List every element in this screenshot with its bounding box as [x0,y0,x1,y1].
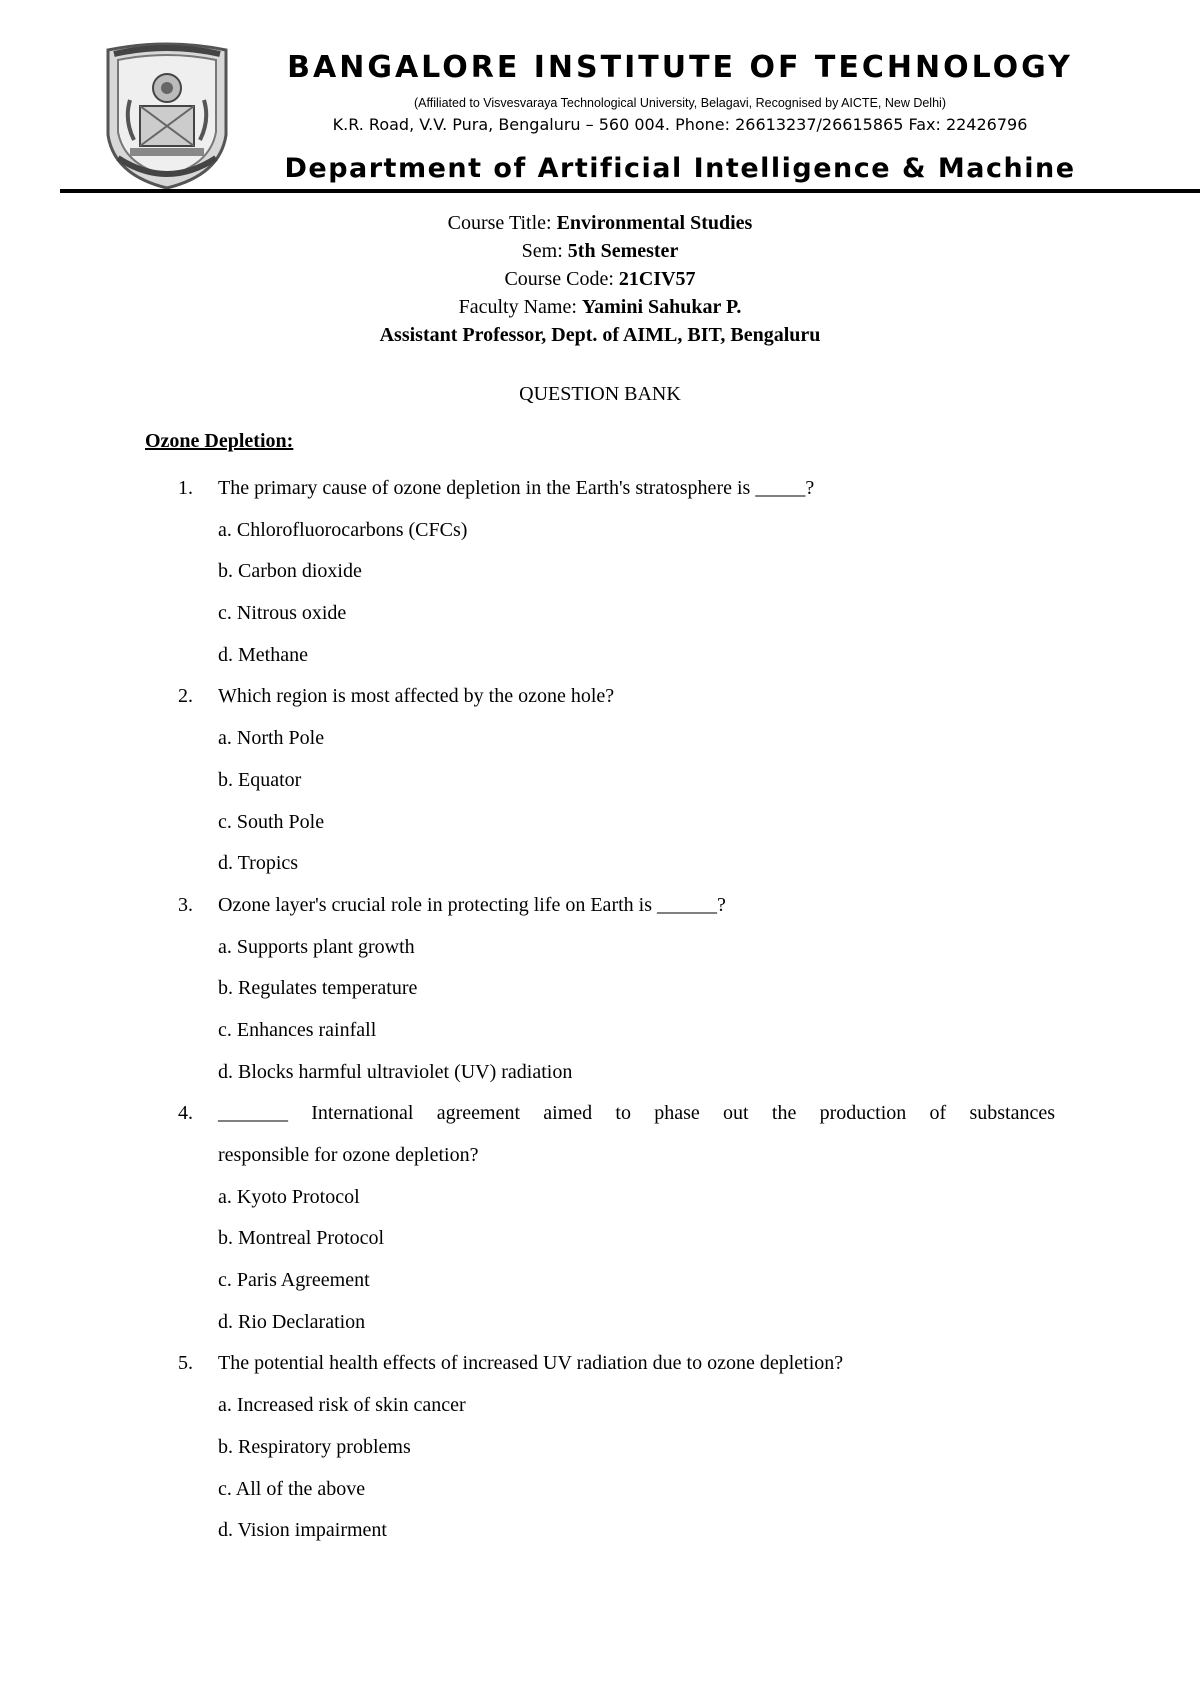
question-text: The primary cause of ozone depletion in the Earth's stratosphere is _____? [218,477,815,499]
option-text: a. Chlorofluorocarbons (CFCs) [218,518,468,541]
course-title-line [200,209,1000,237]
question-item [0,1093,1200,1135]
question-list [0,468,1200,1552]
section-title: Ozone Depletion: [145,430,294,452]
question-number: 3. [178,893,193,916]
question-item [0,885,1200,927]
department-name: Department of Artificial Intelligence & Machine [284,153,1076,184]
course-title-label: Course Title: [447,212,557,234]
option-text: d. Tropics [218,852,299,875]
option-text: b. Regulates temperature [218,977,418,1000]
course-title-value: Environmental Studies [556,212,753,234]
option-text: d. Vision impairment [218,1519,387,1542]
question-text: Which region is most affected by the ozone hole? [218,685,615,708]
affiliation-text: (Affiliated to Visvesvaraya Technological University, Belagavi, Recognised by AICTE, New Delhi) [414,96,946,110]
header-divider [60,189,1200,193]
faculty-line [200,293,1000,321]
option-text: a. Increased risk of skin cancer [218,1394,466,1417]
option-text: d. Methane [218,643,308,666]
course-code-line [200,265,1000,293]
question-number: 1. [178,477,193,499]
option-text: b. Respiratory problems [218,1435,411,1458]
option-text: c. Paris Agreement [218,1269,370,1292]
designation-line [200,321,1000,349]
question-text: _______ International agreement aimed to phase out the production of substances [218,1102,1055,1125]
option-text: d. Blocks harmful ultraviolet (UV) radiation [218,1060,573,1083]
question-item [0,1343,1200,1385]
faculty-value: Yamini Sahukar P. [581,296,742,318]
option-text: b. Equator [218,768,302,791]
question-text: The potential health effects of increased UV radiation due to ozone depletion? [218,1352,844,1375]
question-number: 2. [178,685,193,708]
question-number: 5. [178,1352,193,1375]
course-info [200,209,1000,349]
semester-line [200,237,1000,265]
option-text: b. Montreal Protocol [218,1227,385,1250]
option-text: b. Carbon dioxide [218,560,362,583]
semester-label: Sem: [521,240,568,262]
designation-text: Assistant Professor, Dept. of AIML, BIT, Bengaluru [379,324,821,346]
question-bank-title: QUESTION BANK [519,383,681,405]
option-text: a. Supports plant growth [218,935,415,958]
question-text: Ozone layer's crucial role in protecting life on Earth is ______? [218,893,726,916]
question-number: 4. [178,1102,193,1125]
option-text: c. Nitrous oxide [218,602,347,625]
option-text: c. All of the above [218,1477,366,1500]
question-item [0,468,1200,510]
course-code-label: Course Code: [504,268,619,290]
option-text: c. Enhances rainfall [218,1018,377,1041]
address-text: K.R. Road, V.V. Pura, Bengaluru – 560 004. Phone: 26613237/26615865 Fax: 22426796 [332,115,1028,134]
course-code-value: 21CIV57 [618,268,696,290]
option-text: a. Kyoto Protocol [218,1185,360,1208]
semester-value: 5th Semester [567,240,679,262]
option-text: d. Rio Declaration [218,1310,366,1333]
question-item [0,676,1200,718]
institute-name: BANGALORE INSTITUTE OF TECHNOLOGY [287,50,1073,85]
question-text-continuation: responsible for ozone depletion? [218,1144,479,1166]
option-text: a. North Pole [218,727,325,750]
institute-seal-icon [100,40,234,190]
option-text: c. South Pole [218,810,325,833]
faculty-label: Faculty Name: [458,296,582,318]
